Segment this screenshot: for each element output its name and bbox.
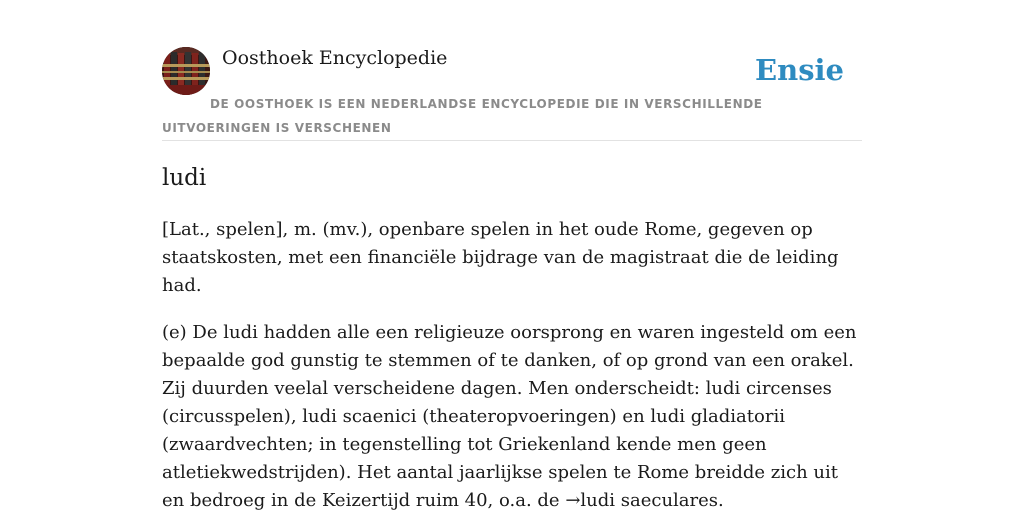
article-paragraph-2 (162, 319, 862, 512)
brand-logo-link[interactable]: Ensie (755, 53, 844, 87)
publication-name[interactable]: Oosthoek Encyclopedie (222, 47, 448, 69)
header (162, 46, 862, 141)
encyclopedia-books-icon (162, 47, 210, 95)
article-paragraph-1: [Lat., spelen], m. (mv.), openbare spelen in het oude Rome, gegeven op staatskosten, met een financiële bijdrage van de magistraat die de leiding had. (162, 219, 839, 296)
article-body (162, 216, 862, 512)
paragraph-2-end: . (718, 490, 724, 511)
publication-avatar[interactable] (162, 47, 210, 95)
ludi-saeculares-link[interactable]: →ludi saeculares (565, 490, 719, 511)
paragraph-2-text: (e) De ludi hadden alle een religieuze oorsprong en waren ingesteld om een bepaalde god gunstig te stemmen of te danken, of op grond van een orakel. Zij duurden veelal verscheidene dagen. Men onderscheidt: ludi circenses (circusspelen), ludi scaenici (theateropvoeringen) en ludi gladiatorii (zwaardvechten; in tegenstelling tot Griekenland kende men geen atletiekwedstrijden). Het aantal jaarlijkse spelen te Rome breidde zich uit en bedroeg in de Keizertijd ruim 40, o.a. de (162, 322, 857, 511)
publication-tagline: DE OOSTHOEK IS EEN NEDERLANDSE ENCYCLOPEDIE DIE IN VERSCHILLENDE UITVOERINGEN IS VERSCHENEN (162, 97, 763, 135)
article-title: ludi (162, 165, 207, 191)
